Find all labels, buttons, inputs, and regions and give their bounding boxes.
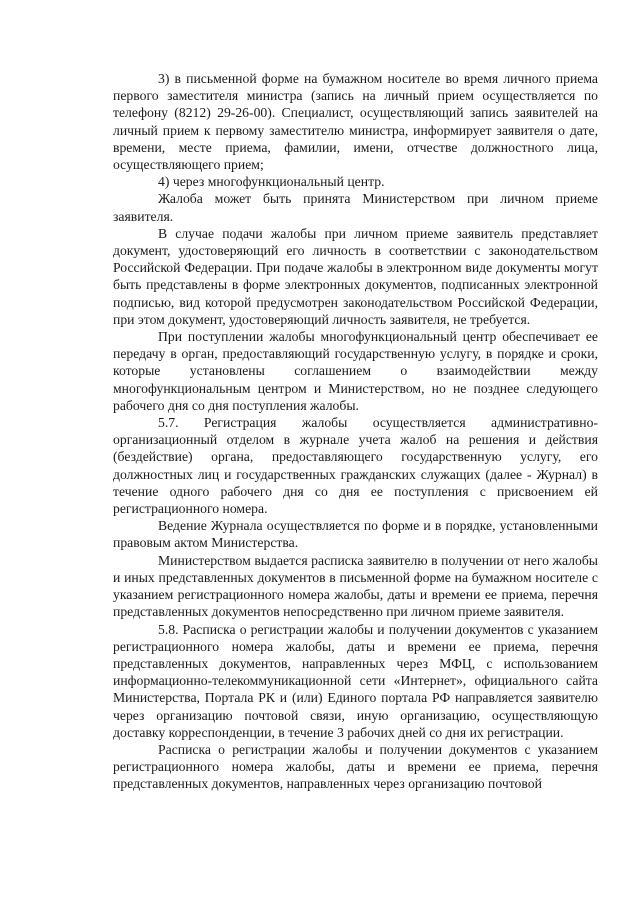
paragraph-item-3-written-form: 3) в письменной форме на бумажном носителе во время личного приема первого заместителя министра (запись на личный прием осуществляется по телефону (8212) 29-26-00). Специалист, осуществляющий запись заявителей на личный прием к первому заместителю министра, информирует заявителя о дате, времени, месте приема, фамилии, имени, отчестве должностного лица, осуществляющего прием; <box>113 71 598 173</box>
paragraph-section-5-8: 5.8. Расписка о регистрации жалобы и получении документов с указанием регистрационного номера жалобы, даты и времени ее приема, перечня представленных документов, направленных через МФЦ, с использованием информационно-телекоммуникационной сети «Интернет», официального сайта Министерства, Портала РК и (или) Единого портала РФ направляется заявителю через организацию почтовой связи, иную организацию, осуществляющую доставку корреспонденции, в течение 3 рабочих дней со дня их регистрации. <box>113 621 598 740</box>
paragraph-complaint-accepted: Жалоба может быть принята Министерством при личном приеме заявителя. <box>113 191 598 224</box>
paragraph-journal-keeping: Ведение Журнала осуществляется по форме и в порядке, установленными правовым актом Министерства. <box>113 518 598 551</box>
document-body <box>113 70 598 793</box>
paragraph-section-5-7: 5.7. Регистрация жалобы осуществляется административно-организационный отделом в журнале учета жалоб на решения и действия (бездействие) органа, предоставляющего государственную услугу, его должностных лиц и государственных гражданских служащих (далее - Журнал) в течение одного рабочего дня со дня ее поступления с присвоением ей регистрационного номера. <box>113 415 598 517</box>
paragraph-item-4-mfc: 4) через многофункциональный центр. <box>158 174 385 190</box>
paragraph-receipt-postal: Расписка о регистрации жалобы и получении документов с указанием регистрационного номера жалобы, даты и времени ее приема, перечня представленных документов, направленных через организацию почтовой <box>113 741 598 792</box>
paragraph-receipt-issued: Министерством выдается расписка заявителю в получении от него жалобы и иных представленных документов в письменной форме на бумажном носителе с указанием регистрационного номера жалобы, даты и времени ее приема, перечня представленных документов непосредственно при личном приеме заявителя. <box>113 552 598 620</box>
paragraph-mfc-transfer: При поступлении жалобы многофункциональный центр обеспечивает ее передачу в орган, предоставляющий государственную услугу, в порядке и сроки, которые установлены соглашением о взаимодействии между многофункциональным центром и Министерством, но не позднее следующего рабочего дня со дня поступления жалобы. <box>113 329 598 413</box>
paragraph-identity-document: В случае подачи жалобы при личном приеме заявитель представляет документ, удостоверяющий его личность в соответствии с законодательством Российской Федерации. При подаче жалобы в электронном виде документы могут быть представлены в форме электронных документов, подписанных электронной подписью, вид которой предусмотрен законодательством Российской Федерации, при этом документ, удостоверяющий личность заявителя, не требуется. <box>113 225 598 327</box>
